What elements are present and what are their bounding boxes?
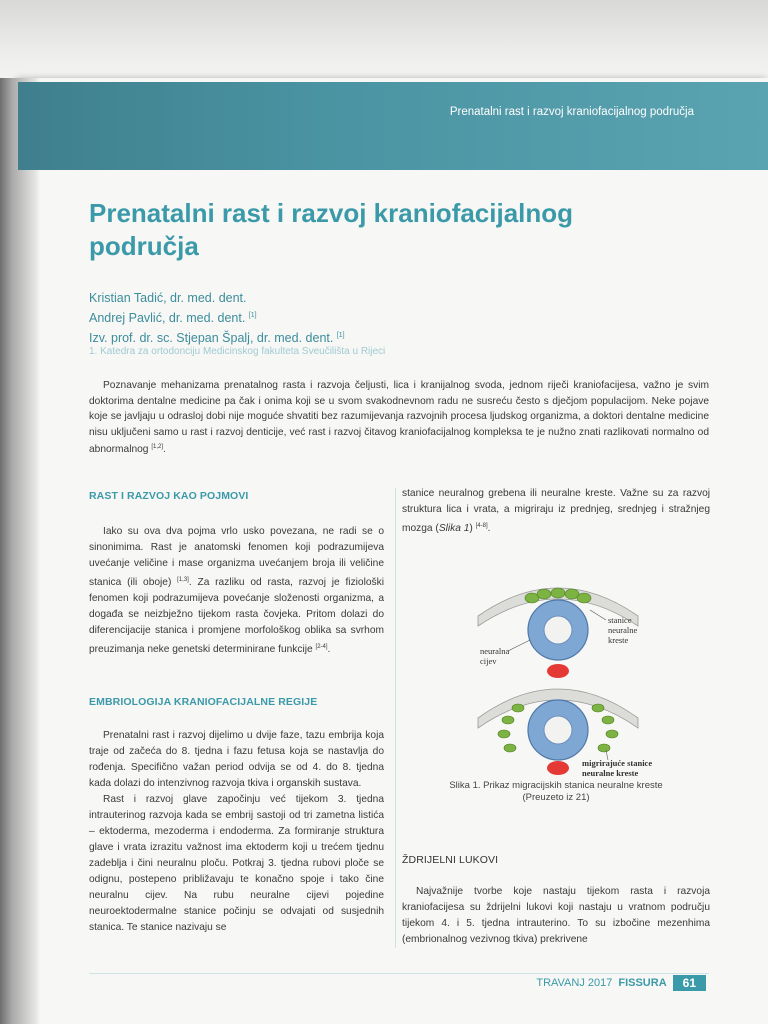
- page-footer: [536, 975, 706, 991]
- notochord: [547, 664, 569, 678]
- scan-background: [0, 0, 768, 82]
- page-number: 61: [673, 975, 706, 991]
- label-crest: kreste: [608, 635, 629, 645]
- author-list: [89, 290, 649, 347]
- figure-caption: Slika 1. Prikaz migracijskih stanica neuralne kreste (Preuzeto iz 21): [449, 780, 663, 803]
- label-crest: neuralne: [608, 625, 638, 635]
- column-divider: [395, 488, 396, 948]
- paragraph: Iako su ova dva pojma vrlo usko povezana, ne radi se o sinonimima. Rast je anatomski fenomen koji podrazumijeva uvećanje veličine i mase organizma uvećanjem broja ili veličine stanica (ili oboje) [1,3]. Za razliku od rasta, razvoj je fiziološki fenomen koji podrazumijeva povećanje složenosti organizma, a događa se neizbježno tijekom rasta čovjeka. Pritom dolazi do diferencijacije stanica i promjene morfološkog oblika sa svrhom preuzimanja neke genetski determinirane funkcije [2-4].: [89, 526, 384, 655]
- author: Andrej Pavlić, dr. med. dent. [1]: [89, 311, 257, 325]
- author: Kristian Tadić, dr. med. dent.: [89, 291, 247, 305]
- paragraph: Rast i razvoj glave započinju već tijekom 3. tjedna intrauterinog razvoja kada se embrij sastoji od tri zametna listića – ektoderma, mezoderma i endoderma. Za formiranje struktura glave i vrata izrazitu važnost ima ektoderm koji u trećem tjednu zadeblja i čini neuralnu ploču. Potkraj 3. tjedna rubovi ploče se odignu, postepeno približavaju te konačno spoje i tako čine neuralnu cijev. Na rubu neuralne cijevi pojedine neuroektodermalne stanice počinju se odvajati od susjednih stanica. Te stanice nazivaju se: [89, 794, 384, 933]
- neural-crest-figure: [448, 568, 688, 808]
- section-heading: EMBRIOLOGIJA KRANIOFACIJALNE REGIJE: [89, 696, 318, 708]
- neural-tube-lumen: [544, 616, 572, 644]
- magazine-name: FISSURA: [618, 977, 667, 989]
- label-leader: [590, 610, 606, 620]
- article-title: Prenatalni rast i razvoj kraniofacijalnog područja: [89, 198, 574, 261]
- left-column: [89, 488, 384, 936]
- author: Izv. prof. dr. sc. Stjepan Špalj, dr. med. dent. [1]: [89, 331, 345, 345]
- affiliation: 1. Katedra za ortodonciju Medicinskog fakulteta Sveučilišta u Rijeci: [89, 346, 386, 357]
- paragraph: stanice neuralnog grebena ili neuralne kreste. Važne su za razvoj struktura lica i vrata, a migriraju iz prednjeg, srednjeg i stražnjeg mozga (Slika 1) [4-8].: [402, 488, 710, 534]
- page-gutter-shadow: [0, 78, 40, 1024]
- label-tube: neuralna: [480, 646, 510, 656]
- label-crest: stanice: [608, 615, 632, 625]
- notochord: [547, 761, 569, 775]
- footer-rule: [89, 973, 709, 974]
- label-migrating: neuralne kreste: [582, 768, 639, 778]
- abstract: Poznavanje mehanizama prenatalnog rasta i razvoja čeljusti, lica i kranijalnog svoda, jednom riječi kraniofacijesa, važno je svim doktorima dentalne medicine pa čak i onima koji se u svom svakodnevnom radu ne susreću često s dječjom populacijom. Neke pojave koje se javljaju u odrasloj dobi nije moguće shvatiti bez razumijevanja razvojnih procesa ljudskog organizma, a doktori dentalne medicine nisu uključeni samo u rast i razvoj denticije, već rast i razvoj čitavog kraniofacijalnog kompleksa te je nužno znati razlikovati normalno od abnormalnog [1,2].: [89, 380, 709, 456]
- paragraph: Najvažnije tvorbe koje nastaju tijekom rasta i razvoja kraniofacijesa su ždrijelni lukovi koji nastaju u vratnom području tijekom 4. i 5. tjedna intrauterino. To su izbočine mezenhima (embrionalnog vezivnog tkiva) prekrivene: [402, 886, 710, 945]
- label-migrating: migrirajuće stanice: [582, 758, 653, 768]
- issue-date: TRAVANJ 2017: [536, 977, 613, 989]
- section-heading: RAST I RAZVOJ KAO POJMOVI: [89, 490, 249, 502]
- right-column-lower: [402, 852, 710, 948]
- paragraph: Prenatalni rast i razvoj dijelimo u dvije faze, tazu embrija koja traje od začeća do 8. tjedna i fazu fetusa koja se nastavlja do rođenja. Specifično važan period odvija se od 4. do 8. tjedna kada dolazi do intenzivnog razvoja tkiva i organskih sustava.: [89, 730, 384, 789]
- header-band: [18, 82, 768, 170]
- section-heading: ŽDRIJELNI LUKOVI: [402, 854, 499, 866]
- label-tube: cijev: [480, 656, 497, 666]
- right-column: [402, 486, 710, 537]
- label-leader: [508, 640, 530, 651]
- neural-tube-lumen: [544, 716, 572, 744]
- running-title: Prenatalni rast i razvoj kraniofacijalnog područja: [449, 106, 694, 118]
